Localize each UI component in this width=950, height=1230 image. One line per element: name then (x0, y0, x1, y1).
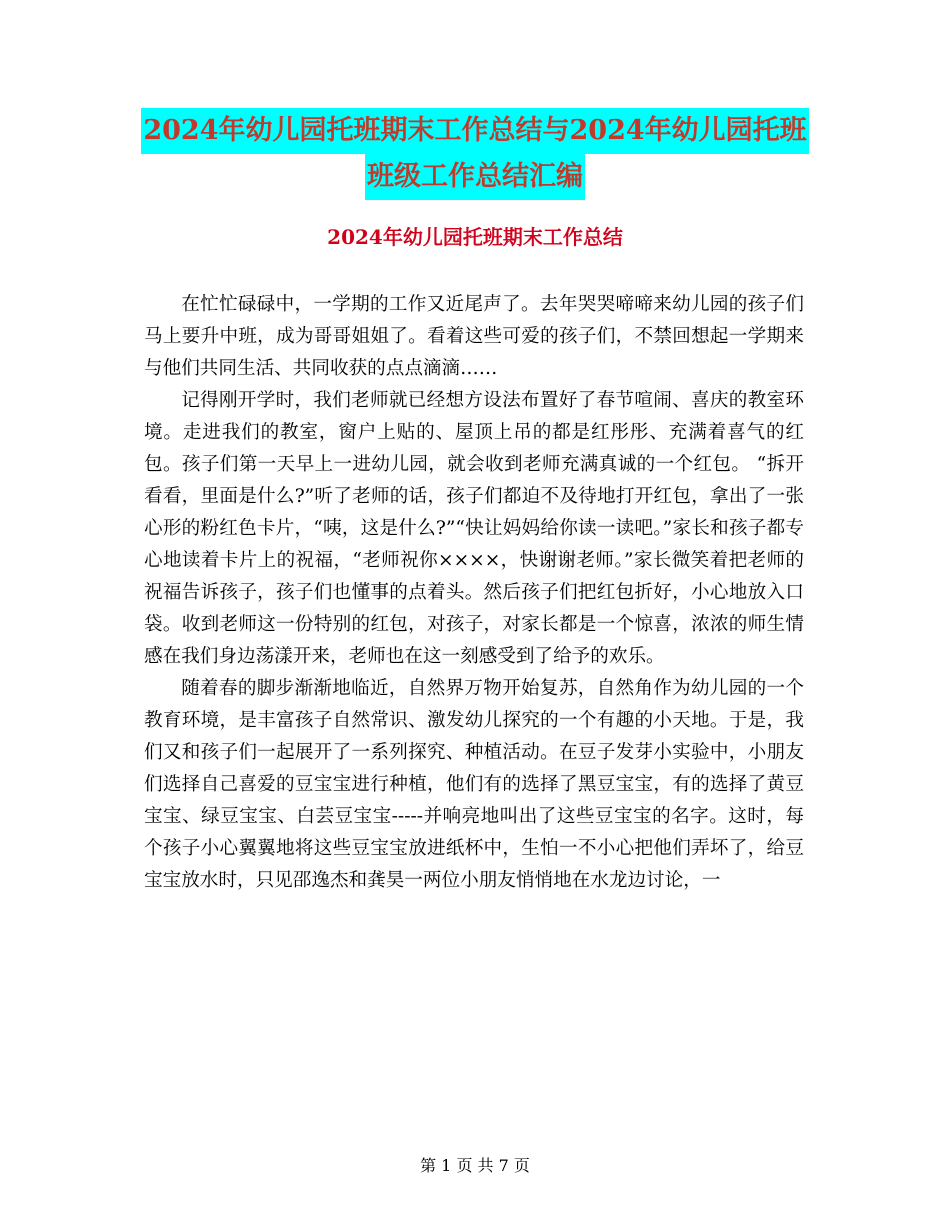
document-body (144, 289, 804, 897)
section-title: 2024年幼儿园托班期末工作总结 (327, 225, 623, 249)
paragraph-red-envelope: 记得刚开学时，我们老师就已经想方设法布置好了春节喧闹、喜庆的教室环境。走进我们的教室，窗户上贴的、屋顶上吊的都是红彤彤、充满着喜气的红包。孩子们第一天早上一进幼儿园，就会收到老师充满真诚的一个红包。 “拆开看看，里面是什么?”听了老师的话，孩子们都迫不及待地打开红包，拿出了一张心形的粉红色卡片，“咦，这是什么?”“快让妈妈给你读一读吧。”家长和孩子都专心地读着卡片上的祝福，“老师祝你××××，快谢谢老师。”家长微笑着把老师的祝福告诉孩子，孩子们也懂事的点着头。然后孩子们把红包折好，小心地放入口袋。收到老师这一份特别的红包，对孩子，对家长都是一个惊喜，浓浓的师生情感在我们身边荡漾开来，老师也在这一刻感受到了给予的欢乐。 (144, 390, 804, 667)
document-title-line-1: 2024年幼儿园托班期末工作总结与2024年幼儿园托班 (141, 108, 808, 154)
paragraph-intro: 在忙忙碌碌中，一学期的工作又近尾声了。去年哭哭啼啼来幼儿园的孩子们马上要升中班，成为哥哥姐姐了。看着这些可爱的孩子们，不禁回想起一学期来与他们共同生活、共同收获的点点滴滴…… (144, 294, 804, 379)
page-number-footer: 第 1 页 共 7 页 (420, 1156, 530, 1175)
document-title-line-2: 班级工作总结汇编 (365, 154, 585, 200)
paragraph-nature-corner: 随着春的脚步渐渐地临近，自然界万物开始复苏，自然角作为幼儿园的一个教育环境，是丰富孩子自然常识、激发幼儿探究的一个有趣的小天地。于是，我们又和孩子们一起展开了一系列探究、种植活动。在豆子发芽小实验中，小朋友们选择自己喜爱的豆宝宝进行种植，他们有的选择了黑豆宝宝，有的选择了黄豆宝宝、绿豆宝宝、白芸豆宝宝-----并响亮地叫出了这些豆宝宝的名字。这时，每个孩子小心翼翼地将这些豆宝宝放进纸杯中，生怕一不小心把他们弄坏了，给豆宝宝放水时，只见邵逸杰和龚昊一两位小朋友悄悄地在水龙边讨论，一 (144, 678, 804, 891)
document-title (0, 108, 950, 200)
